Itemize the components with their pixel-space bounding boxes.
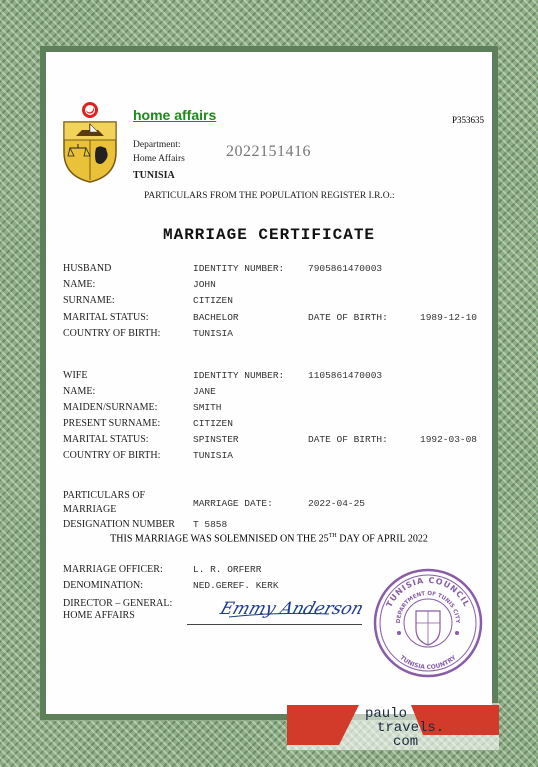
officer-label: MARRIAGE OFFICER: bbox=[63, 564, 163, 575]
website-watermark bbox=[287, 703, 499, 750]
reference-number: P353635 bbox=[452, 115, 485, 125]
wife-dob-label: DATE OF BIRTH: bbox=[308, 434, 388, 445]
svg-text:travels.: travels. bbox=[377, 720, 445, 736]
wife-id-value: 1105861470003 bbox=[308, 370, 383, 381]
wife-dob-value: 1992-03-08 bbox=[420, 434, 478, 445]
denomination-value: NED.GEREF. KERK bbox=[193, 580, 279, 591]
wife-section-label: WIFE bbox=[63, 370, 88, 381]
marriage-particulars-label: PARTICULARS OF bbox=[63, 490, 146, 501]
wife-cob-value: TUNISIA bbox=[193, 450, 233, 461]
wife-present-surname-label: PRESENT SURNAME: bbox=[63, 418, 161, 429]
wife-marital-value: SPINSTER bbox=[193, 434, 239, 445]
designation-label: DESIGNATION NUMBER bbox=[63, 519, 175, 530]
svg-text:com: com bbox=[393, 734, 419, 750]
department-label: Department: bbox=[133, 140, 181, 150]
svg-text:DEPARTMENT OF TUNIS CITY: DEPARTMENT OF TUNIS CITY bbox=[395, 590, 461, 624]
wife-present-surname-value: CITIZEN bbox=[193, 418, 233, 429]
wife-id-label: IDENTITY NUMBER: bbox=[193, 370, 285, 381]
svg-text:Emmy Anderson: Emmy Anderson bbox=[217, 599, 366, 619]
husband-name-label: NAME: bbox=[63, 279, 96, 290]
husband-cob-value: TUNISIA bbox=[193, 328, 233, 339]
svg-text:TUNISIA COUNCIL: TUNISIA COUNCIL bbox=[384, 575, 472, 609]
department-name: Home Affairs bbox=[133, 154, 185, 164]
signature bbox=[217, 590, 366, 622]
council-seal-icon bbox=[372, 567, 484, 679]
wife-marital-label: MARITAL STATUS: bbox=[63, 434, 149, 445]
husband-cob-label: COUNTRY OF BIRTH: bbox=[63, 328, 161, 339]
certificate-id-number: 2022151416 bbox=[226, 143, 311, 160]
wife-maiden-label: MAIDEN/SURNAME: bbox=[63, 402, 158, 413]
marriage-date-label: MARRIAGE DATE: bbox=[193, 498, 273, 509]
wife-name-value: JANE bbox=[193, 386, 216, 397]
coat-of-arms-icon bbox=[58, 100, 122, 184]
brand-title[interactable]: home affairs bbox=[133, 107, 217, 123]
husband-surname-label: SURNAME: bbox=[63, 295, 115, 306]
husband-name-value: JOHN bbox=[193, 279, 216, 290]
husband-dob-label: DATE OF BIRTH: bbox=[308, 312, 388, 323]
officer-value: L. R. ORFERR bbox=[193, 564, 262, 575]
denomination-label: DENOMINATION: bbox=[63, 580, 143, 591]
register-line: PARTICULARS FROM THE POPULATION REGISTER I.R.O.: bbox=[144, 191, 395, 201]
signature-line bbox=[187, 624, 362, 625]
designation-value: T 5858 bbox=[193, 519, 228, 530]
husband-id-value: 7905861470003 bbox=[308, 263, 383, 274]
husband-marital-value: BACHELOR bbox=[193, 312, 239, 323]
page-title: MARRIAGE CERTIFICATE bbox=[162, 226, 376, 244]
director-office: HOME AFFAIRS bbox=[63, 610, 135, 621]
husband-marital-label: MARITAL STATUS: bbox=[63, 312, 149, 323]
marriage-date-value: 2022-04-25 bbox=[308, 498, 366, 509]
husband-surname-value: CITIZEN bbox=[193, 295, 233, 306]
country-label: TUNISIA bbox=[133, 170, 175, 181]
svg-text:paulo: paulo bbox=[365, 706, 408, 722]
wife-maiden-value: SMITH bbox=[193, 402, 222, 413]
solemnised-statement: THIS MARRIAGE WAS SOLEMNISED ON THE 25TH DAY OF APRIL 2022 bbox=[110, 533, 428, 545]
husband-id-label: IDENTITY NUMBER: bbox=[193, 263, 285, 274]
husband-dob-value: 1989-12-10 bbox=[420, 312, 478, 323]
marriage-particulars-label-2: MARRIAGE bbox=[63, 504, 117, 515]
wife-cob-label: COUNTRY OF BIRTH: bbox=[63, 450, 161, 461]
husband-section-label: HUSBAND bbox=[63, 263, 112, 274]
director-label: DIRECTOR – GENERAL: bbox=[63, 598, 173, 609]
wife-name-label: NAME: bbox=[63, 386, 96, 397]
svg-text:TUNISIA COUNTRY: TUNISIA COUNTRY bbox=[398, 654, 458, 672]
